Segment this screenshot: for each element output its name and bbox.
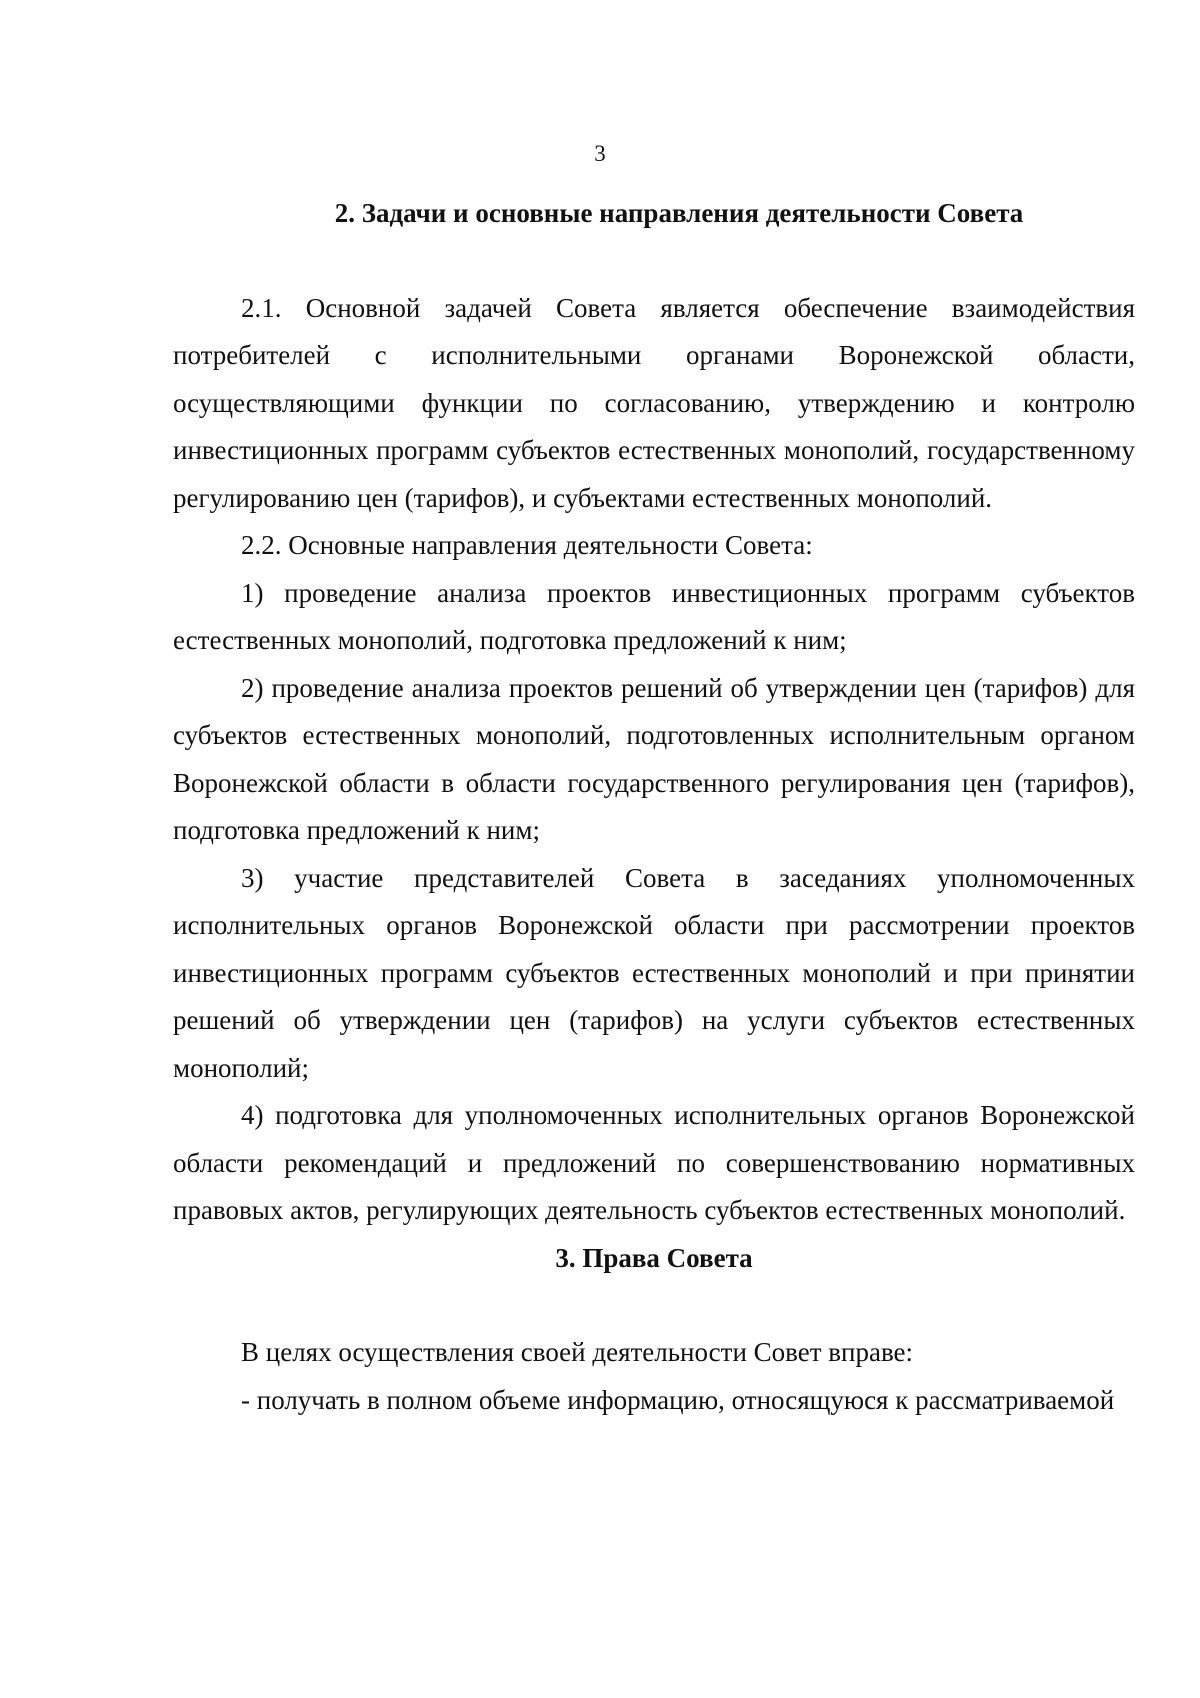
spacer [173,238,1135,285]
page-number: 3 [594,141,606,166]
paragraph-2-2: 2.2. Основные направления деятельности Совета: [241,530,813,560]
list-item-2: 2) проведение анализа проектов решений об утверждении цен (тарифов) для субъектов естественных монополий, подготовленных исполнительным органом Воронежской области в области государственного регулирования цен (тарифов), подготовка предложений к ним; [173,672,1135,845]
list-item-1: 1) проведение анализа проектов инвестиционных программ субъектов естественных монополий, подготовка предложений к ним; [173,577,1135,655]
section-2-heading: 2. Задачи и основные направления деятельности Совета [334,198,1024,228]
section-3-intro: В целях осуществления своей деятельности Совет вправе: [241,1337,914,1367]
spacer [173,1282,1135,1329]
paragraph-2-1: 2.1. Основной задачей Совета является обеспечение взаимодействия потребителей с исполнительными органами Воронежской области, осуществляющими функции по согласованию, утверждению и контролю инвестиционных программ субъектов естественных монополий, государственному регулированию цен (тарифов), и субъектами естественных монополий. [173,292,1135,513]
section-3-heading: 3. Права Совета [555,1242,753,1273]
list-item-3: 3) участие представителей Совета в заседаниях уполномоченных исполнительных органов Воронежской области при рассмотрении проектов инвестиционных программ субъектов естественных монополий и при принятии решений об утверждении цен (тарифов) на услуги субъектов естественных монополий; [173,862,1135,1083]
section-3-item-1: - получать в полном объеме информацию, относящуюся к рассматриваемой [241,1384,1115,1415]
list-item-4: 4) подготовка для уполномоченных исполнительных органов Воронежской области рекомендаций и предложений по совершенствованию нормативных правовых актов, регулирующих деятельность субъектов естественных монополий. [173,1100,1135,1225]
document-body [173,190,1135,1424]
